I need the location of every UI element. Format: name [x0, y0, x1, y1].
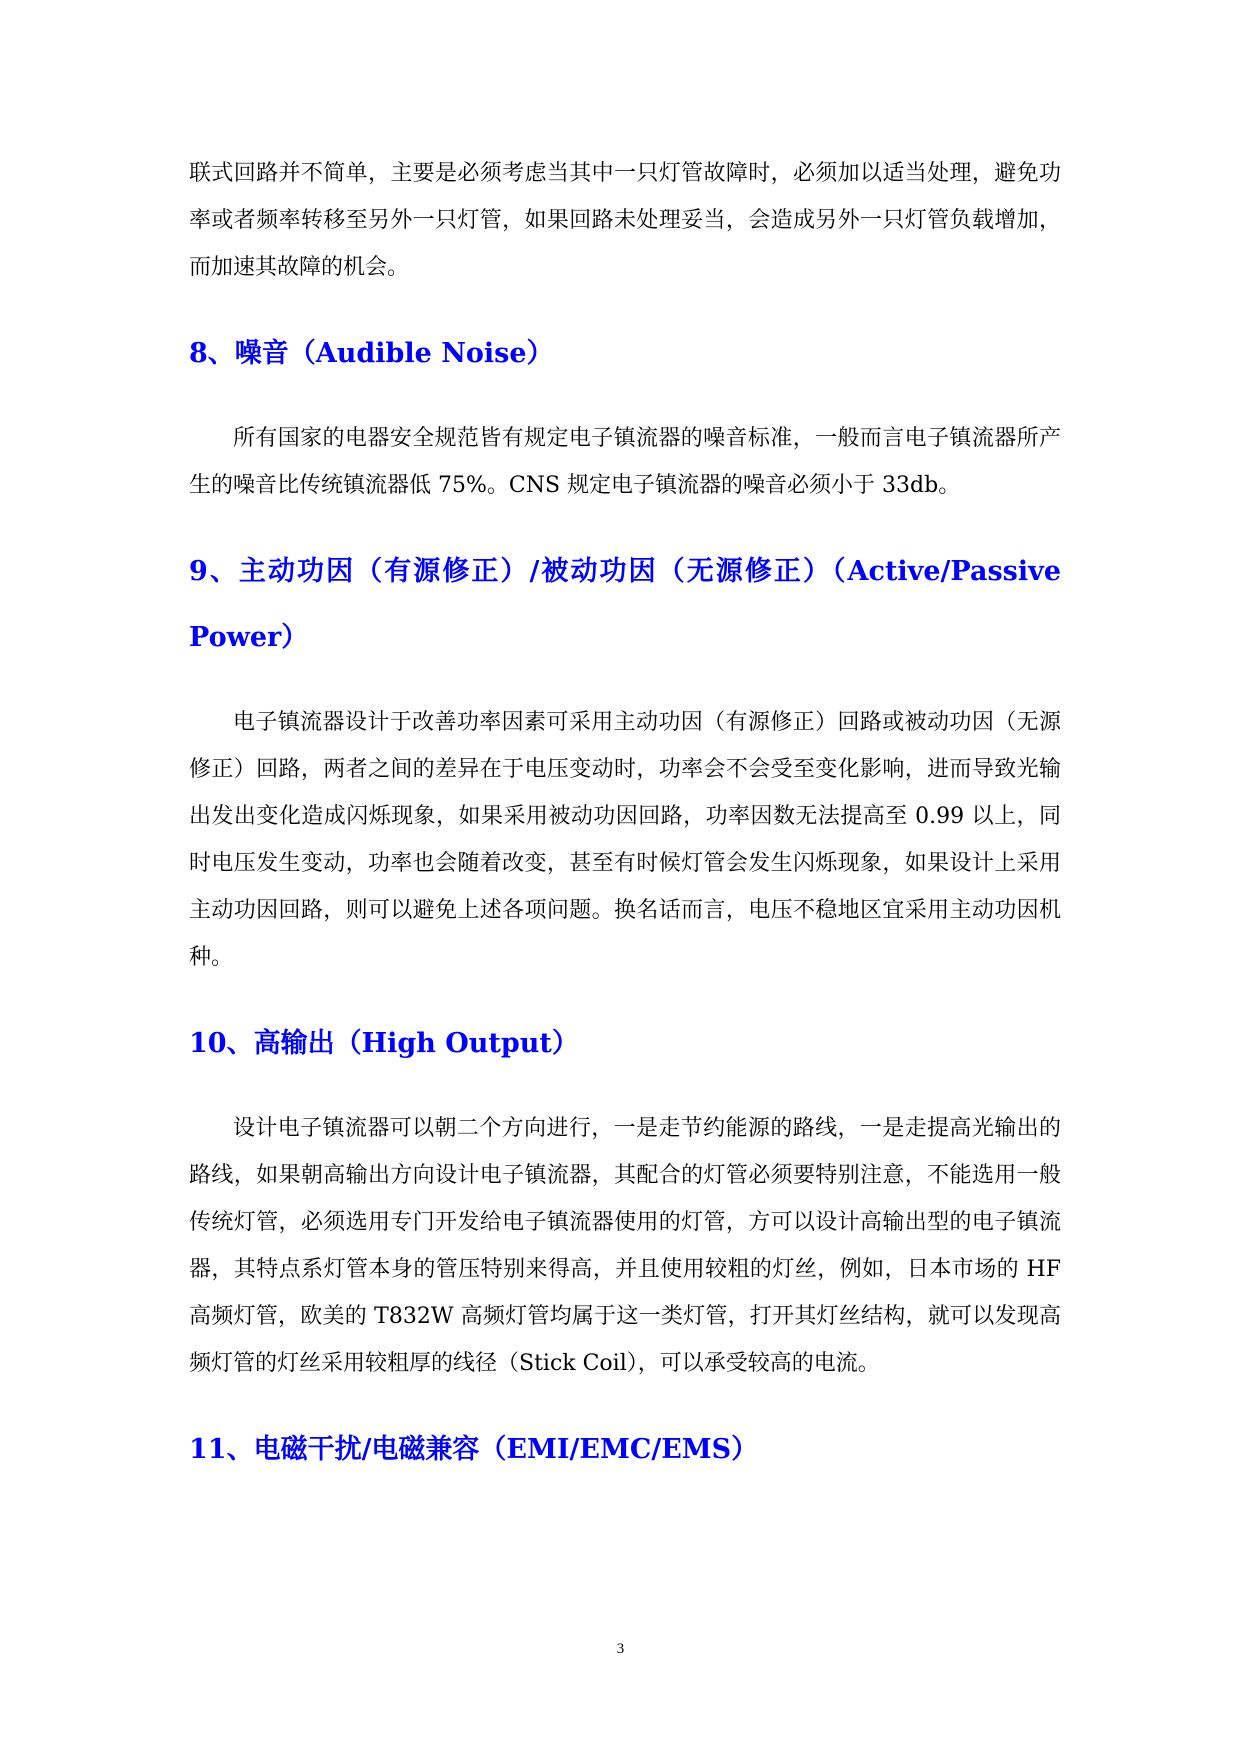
paragraph-series-circuit: 联式回路并不简单，主要是必须考虑当其中一只灯管故障时，必须加以适当处理，避免功率或者频率转移至另外一只灯管，如果回路未处理妥当，会造成另外一只灯管负载增加，而加速其故障的机会。 [189, 161, 1061, 280]
heading-audible-noise: 8、噪音（Audible Noise） [189, 338, 554, 369]
page-number: 3 [616, 1641, 625, 1657]
document-body [189, 150, 1061, 1483]
heading-high-output: 10、高输出（High Output） [189, 1028, 579, 1059]
paragraph-audible-noise: 所有国家的电器安全规范皆有规定电子镇流器的噪音标准，一般而言电子镇流器所产生的噪音比传统镇流器低 75%。CNS 规定电子镇流器的噪音必须小于 33db。 [189, 426, 1061, 498]
heading-emi-emc-ems: 11、电磁干扰/电磁兼容（EMI/EMC/EMS） [189, 1434, 759, 1465]
paragraph-high-output: 设计电子镇流器可以朝二个方向进行，一是走节约能源的路线，一是走提高光输出的路线，如果朝高输出方向设计电子镇流器，其配合的灯管必须要特别注意，不能选用一般传统灯管，必须选用专门开发给电子镇流器使用的灯管，方可以设计高输出型的电子镇流器，其特点系灯管本身的管压特别来得高，并且使用较粗的灯丝，例如，日本市场的 HF 高频灯管，欧美的 T832W 高频灯管均属于这一类灯管，打开其灯丝结构，就可以发现高频灯管的灯丝采用较粗厚的线径（Stick Coil），可以承受较高的电流。 [189, 1116, 1061, 1376]
heading-active-passive-power: 9、主动功因（有源修正）/被动功因（无源修正）（Active/Passive Power） [189, 556, 1061, 653]
paragraph-active-passive-power: 电子镇流器设计于改善功率因素可采用主动功因（有源修正）回路或被动功因（无源修正）回路，两者之间的差异在于电压变动时，功率会不会受至变化影响，进而导致光输出发出变化造成闪烁现象，如果采用被动功因回路，功率因数无法提高至 0.99 以上，同时电压发生变动，功率也会随着改变，甚至有时候灯管会发生闪烁现象，如果设计上采用主动功因回路，则可以避免上述各项问题。换名话而言，电压不稳地区宜采用主动功因机种。 [189, 710, 1061, 970]
